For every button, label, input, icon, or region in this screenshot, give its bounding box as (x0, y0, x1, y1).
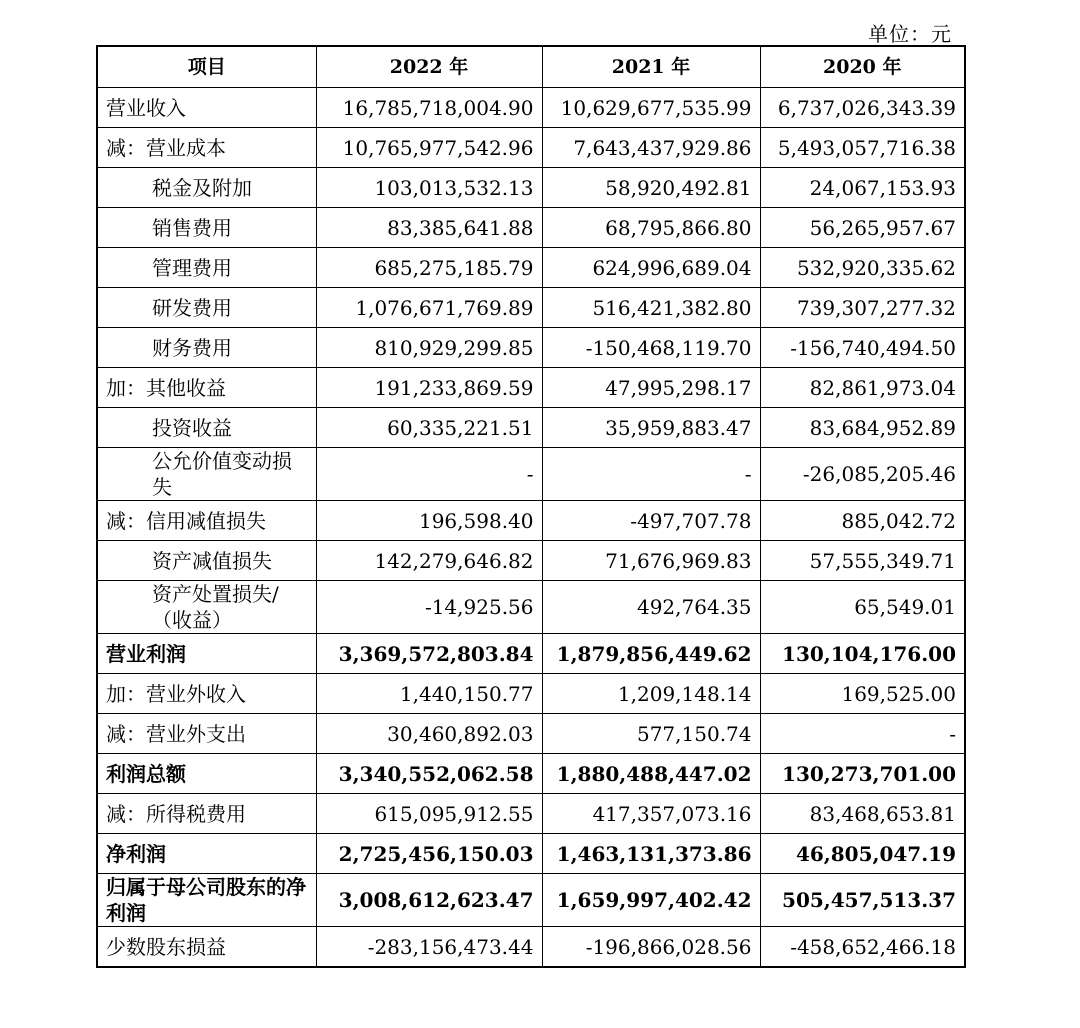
table-row (97, 448, 965, 501)
value-2021: -150,468,119.70 (542, 328, 760, 368)
value-2022: -283,156,473.44 (316, 927, 542, 968)
value-2022: 10,765,977,542.96 (316, 128, 542, 168)
table-row (97, 501, 965, 541)
table-row (97, 168, 965, 208)
table-header-row (97, 46, 965, 88)
row-label: 资产处置损失/（收益） (97, 581, 316, 634)
value-2021: 1,659,997,402.42 (542, 874, 760, 927)
value-2022: 3,340,552,062.58 (316, 754, 542, 794)
value-2020: 57,555,349.71 (760, 541, 965, 581)
row-label: 投资收益 (97, 408, 316, 448)
row-label: 少数股东损益 (97, 927, 316, 968)
table-row (97, 328, 965, 368)
value-2021: 1,463,131,373.86 (542, 834, 760, 874)
value-2021: 58,920,492.81 (542, 168, 760, 208)
value-2021: - (542, 448, 760, 501)
value-2020: 56,265,957.67 (760, 208, 965, 248)
row-label: 归属于母公司股东的净利润 (97, 874, 316, 927)
value-2020: 130,273,701.00 (760, 754, 965, 794)
value-2021: 417,357,073.16 (542, 794, 760, 834)
row-label: 净利润 (97, 834, 316, 874)
value-2022: 3,369,572,803.84 (316, 634, 542, 674)
table-row (97, 368, 965, 408)
income-statement-table (96, 45, 966, 968)
value-2022: 2,725,456,150.03 (316, 834, 542, 874)
row-label: 营业收入 (97, 88, 316, 128)
row-label: 财务费用 (97, 328, 316, 368)
value-2020: 65,549.01 (760, 581, 965, 634)
value-2020: -156,740,494.50 (760, 328, 965, 368)
value-2021: 47,995,298.17 (542, 368, 760, 408)
value-2022: -14,925.56 (316, 581, 542, 634)
row-label: 减：营业成本 (97, 128, 316, 168)
value-2021: 1,209,148.14 (542, 674, 760, 714)
table-row (97, 834, 965, 874)
unit-label: 单位：元 (868, 22, 952, 46)
value-2021: 68,795,866.80 (542, 208, 760, 248)
table-row (97, 408, 965, 448)
table-row (97, 927, 965, 968)
row-label: 资产减值损失 (97, 541, 316, 581)
value-2021: 577,150.74 (542, 714, 760, 754)
table-row (97, 634, 965, 674)
value-2020: 82,861,973.04 (760, 368, 965, 408)
value-2022: 60,335,221.51 (316, 408, 542, 448)
table-row (97, 288, 965, 328)
value-2021: 516,421,382.80 (542, 288, 760, 328)
value-2021: 35,959,883.47 (542, 408, 760, 448)
table-row (97, 581, 965, 634)
row-label: 加：营业外收入 (97, 674, 316, 714)
table-body (97, 88, 965, 968)
table-row (97, 794, 965, 834)
value-2020: 532,920,335.62 (760, 248, 965, 288)
value-2020: 83,468,653.81 (760, 794, 965, 834)
value-2022: 1,076,671,769.89 (316, 288, 542, 328)
value-2020: -458,652,466.18 (760, 927, 965, 968)
table-row (97, 248, 965, 288)
table-row (97, 88, 965, 128)
value-2020: - (760, 714, 965, 754)
value-2022: 83,385,641.88 (316, 208, 542, 248)
value-2022: 142,279,646.82 (316, 541, 542, 581)
row-label: 研发费用 (97, 288, 316, 328)
row-label: 税金及附加 (97, 168, 316, 208)
header-2021: 2021 年 (542, 46, 760, 88)
value-2020: 24,067,153.93 (760, 168, 965, 208)
value-2021: 1,879,856,449.62 (542, 634, 760, 674)
value-2020: 130,104,176.00 (760, 634, 965, 674)
value-2020: 46,805,047.19 (760, 834, 965, 874)
value-2021: -196,866,028.56 (542, 927, 760, 968)
value-2022: 615,095,912.55 (316, 794, 542, 834)
row-label: 加：其他收益 (97, 368, 316, 408)
value-2021: 10,629,677,535.99 (542, 88, 760, 128)
value-2021: 624,996,689.04 (542, 248, 760, 288)
header-2020: 2020 年 (760, 46, 965, 88)
value-2021: 71,676,969.83 (542, 541, 760, 581)
value-2022: 685,275,185.79 (316, 248, 542, 288)
row-label: 销售费用 (97, 208, 316, 248)
row-label: 管理费用 (97, 248, 316, 288)
value-2020: 739,307,277.32 (760, 288, 965, 328)
value-2022: 3,008,612,623.47 (316, 874, 542, 927)
value-2020: 83,684,952.89 (760, 408, 965, 448)
row-label: 公允价值变动损失 (97, 448, 316, 501)
value-2022: 16,785,718,004.90 (316, 88, 542, 128)
value-2021: 1,880,488,447.02 (542, 754, 760, 794)
header-2022: 2022 年 (316, 46, 542, 88)
table-row (97, 541, 965, 581)
row-label: 减：营业外支出 (97, 714, 316, 754)
value-2022: 191,233,869.59 (316, 368, 542, 408)
value-2022: 196,598.40 (316, 501, 542, 541)
row-label: 利润总额 (97, 754, 316, 794)
value-2021: -497,707.78 (542, 501, 760, 541)
row-label: 减：信用减值损失 (97, 501, 316, 541)
value-2021: 492,764.35 (542, 581, 760, 634)
table-row (97, 754, 965, 794)
value-2021: 7,643,437,929.86 (542, 128, 760, 168)
table-row (97, 714, 965, 754)
table-row (97, 874, 965, 927)
header-item: 项目 (97, 46, 316, 88)
table-row (97, 128, 965, 168)
value-2020: 169,525.00 (760, 674, 965, 714)
value-2022: 30,460,892.03 (316, 714, 542, 754)
value-2020: 885,042.72 (760, 501, 965, 541)
row-label: 营业利润 (97, 634, 316, 674)
table-row (97, 208, 965, 248)
value-2022: 1,440,150.77 (316, 674, 542, 714)
table-row (97, 674, 965, 714)
value-2022: - (316, 448, 542, 501)
value-2020: 5,493,057,716.38 (760, 128, 965, 168)
value-2022: 810,929,299.85 (316, 328, 542, 368)
value-2020: 6,737,026,343.39 (760, 88, 965, 128)
row-label: 减：所得税费用 (97, 794, 316, 834)
value-2022: 103,013,532.13 (316, 168, 542, 208)
value-2020: 505,457,513.37 (760, 874, 965, 927)
value-2020: -26,085,205.46 (760, 448, 965, 501)
